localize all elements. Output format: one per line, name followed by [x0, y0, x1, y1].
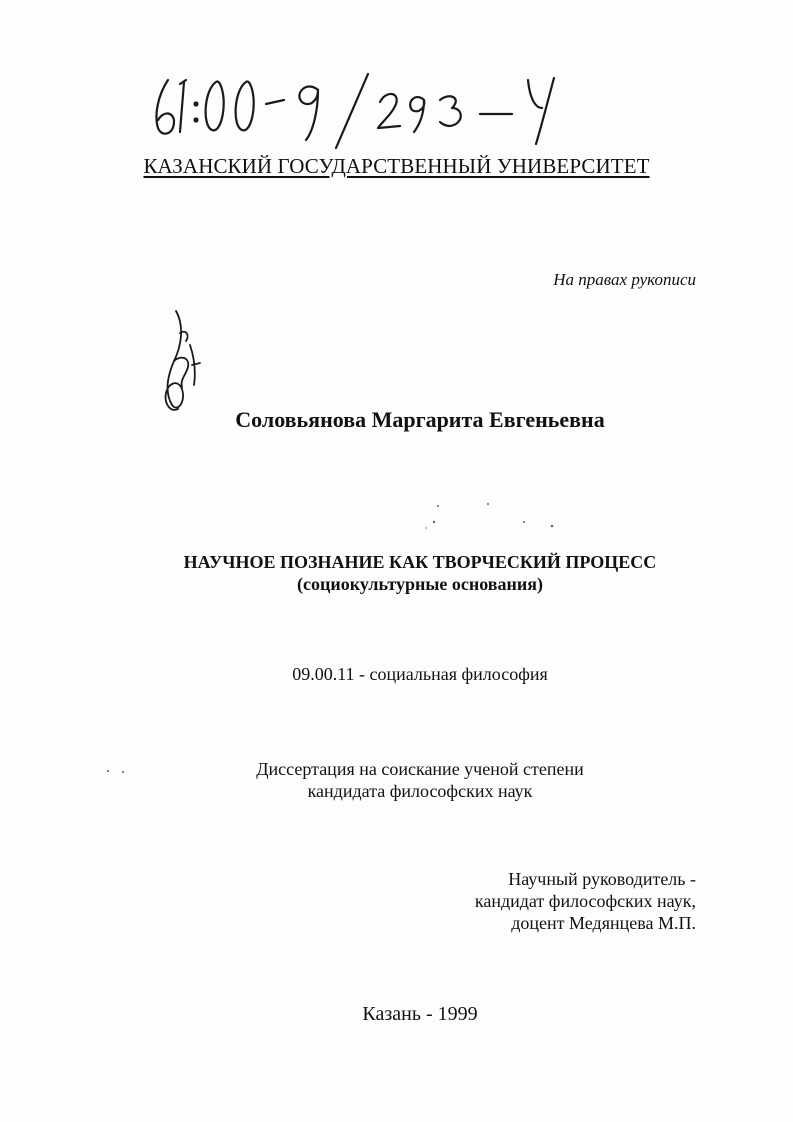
scan-artifacts — [420, 498, 570, 538]
degree-statement — [0, 758, 793, 802]
degree-line-2: кандидата философских наук — [307, 781, 533, 801]
author-name: Соловьянова Маргарита Евгеньевна — [235, 407, 605, 432]
university-name: КАЗАНСКИЙ ГОСУДАРСТВЕННЫЙ УНИВЕРСИТЕТ — [143, 154, 650, 178]
title-subtitle: (социокультурные основания) — [297, 574, 543, 594]
title-main: НАУЧНОЕ ПОЗНАНИЕ КАК ТВОРЧЕСКИЙ ПРОЦЕСС — [183, 552, 657, 572]
signature — [150, 305, 210, 420]
margin-speck — [122, 771, 124, 773]
supervisor-line-2: кандидат философских наук, — [474, 891, 696, 911]
supervisor-info — [475, 868, 696, 934]
dissertation-title — [0, 551, 793, 595]
handwritten-catalog-number — [150, 60, 570, 155]
manuscript-rights-note: На правах рукописи — [553, 270, 696, 289]
city-and-year: Казань - 1999 — [362, 1003, 478, 1025]
degree-line-1: Диссертация на соискание ученой степени — [256, 759, 584, 779]
margin-speck — [107, 770, 109, 772]
supervisor-line-1: Научный руководитель - — [508, 869, 696, 889]
supervisor-line-3: доцент Медянцева М.П. — [511, 913, 696, 933]
specialty-code: 09.00.11 - социальная философия — [292, 664, 548, 684]
